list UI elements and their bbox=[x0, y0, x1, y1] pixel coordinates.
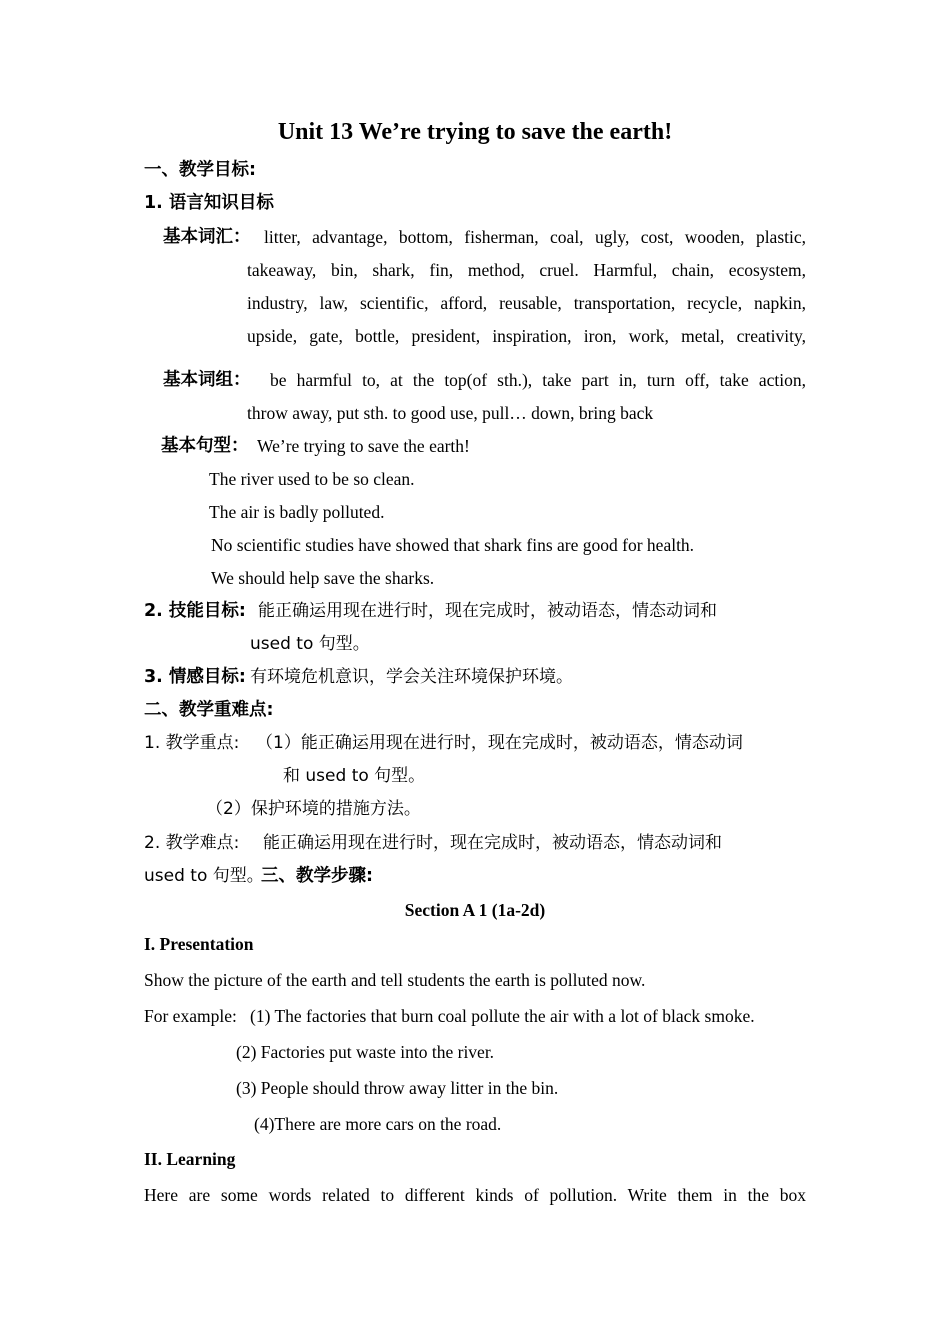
presentation-heading: I. Presentation bbox=[144, 934, 254, 954]
skill-objective-text: used to 句型。 bbox=[250, 634, 370, 654]
emotion-objective-text: 有环境危机意识，学会关注环境保护环境。 bbox=[250, 667, 573, 687]
key-point-item: （2）保护环境的措施方法。 bbox=[206, 799, 421, 819]
example-item: (4)There are more cars on the road. bbox=[254, 1114, 502, 1134]
phrase-line: be harmful to, at the top(of sth.), take part in, turn off, take action, bbox=[270, 370, 806, 390]
skill-objective-text: 能正确运用现在进行时，现在完成时，被动语态，情态动词和 bbox=[258, 601, 717, 621]
learning-heading: II. Learning bbox=[144, 1149, 236, 1169]
heading-teaching-steps: 三、教学步骤: bbox=[261, 866, 373, 886]
vocab-line: industry, law, scientific, afford, reusable, transportation, recycle, napkin, bbox=[247, 293, 806, 313]
vocab-label: 基本词汇： bbox=[163, 227, 251, 247]
key-point-item: （1）能正确运用现在进行时，现在完成时，被动语态，情态动词 bbox=[256, 733, 743, 753]
sentence-item: We’re trying to save the earth! bbox=[257, 436, 470, 456]
phrase-line: throw away, put sth. to good use, pull… down, bring back bbox=[247, 403, 654, 423]
emotion-objective-label: 3. 情感目标: bbox=[144, 667, 246, 687]
sentence-item: The air is badly polluted. bbox=[209, 502, 385, 522]
vocab-line: litter, advantage, bottom, fisherman, coal, ugly, cost, wooden, plastic, bbox=[264, 227, 806, 247]
example-item: (2) Factories put waste into the river. bbox=[236, 1042, 495, 1062]
difficult-point-label: 2. 教学难点: bbox=[144, 833, 240, 853]
vocab-line: upside, gate, bottle, president, inspiration, iron, work, metal, creativity, bbox=[247, 326, 806, 346]
sentences-label: 基本句型： bbox=[161, 436, 249, 456]
vocab-line: takeaway, bin, shark, fin, method, cruel. Harmful, chain, ecosystem, bbox=[247, 260, 806, 280]
heading-teaching-objectives: 一、教学目标: bbox=[144, 160, 256, 180]
heading-key-points: 二、教学重难点: bbox=[144, 700, 274, 720]
skill-objective-label: 2. 技能目标: bbox=[144, 601, 246, 621]
sentence-item: The river used to be so clean. bbox=[209, 469, 415, 489]
sentence-item: No scientific studies have showed that shark fins are good for health. bbox=[211, 535, 695, 555]
document-title: Unit 13 We’re trying to save the earth! bbox=[277, 119, 673, 145]
difficult-point-text: used to 句型。 bbox=[144, 866, 264, 886]
example-label: For example: bbox=[144, 1006, 237, 1026]
sentence-item: We should help save the sharks. bbox=[211, 568, 435, 588]
learning-text: Here are some words related to different kinds of pollution. Write them in the box bbox=[144, 1185, 806, 1205]
phrases-label: 基本词组： bbox=[163, 370, 251, 390]
section-title: Section A 1 (1a-2d) bbox=[404, 900, 546, 920]
heading-language-knowledge: 1. 语言知识目标 bbox=[144, 193, 274, 213]
example-item: (1) The factories that burn coal pollute the air with a lot of black smoke. bbox=[250, 1006, 755, 1026]
presentation-intro: Show the picture of the earth and tell students the earth is polluted now. bbox=[144, 970, 646, 990]
key-point-label: 1. 教学重点: bbox=[144, 733, 240, 753]
key-point-item: 和 used to 句型。 bbox=[283, 766, 426, 786]
example-item: (3) People should throw away litter in the bin. bbox=[236, 1078, 559, 1098]
difficult-point-text: 能正确运用现在进行时，现在完成时，被动语态，情态动词和 bbox=[263, 833, 722, 853]
